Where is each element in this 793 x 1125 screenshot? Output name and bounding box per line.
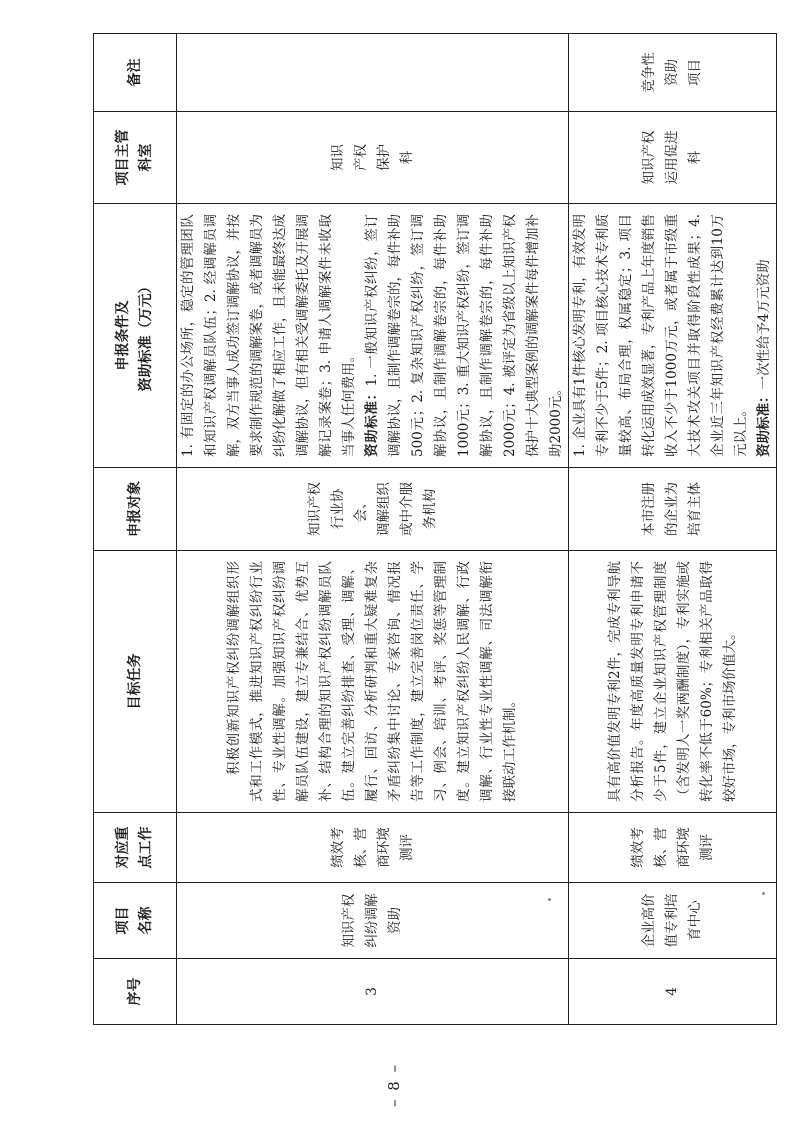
applicant: 知识产权 行业协会、 调解组织 或中介服 务机构 bbox=[177, 468, 569, 551]
project-name: 企业高价 值专利培 育中心 bbox=[569, 883, 777, 959]
table-row bbox=[177, 34, 569, 1025]
row-no: 3 bbox=[177, 959, 569, 1025]
header-conditions: 申报条件及 资助标准（万元） bbox=[94, 204, 177, 468]
header-key-work: 对应重 点工作 bbox=[94, 813, 177, 883]
header-applicant: 申报对象 bbox=[94, 468, 177, 551]
conditions-text: 1. 有固定的办公场所，稳定的管理团队和知识产权调解员队伍；2. 经调解员调解，双方当事人成功签订调解协议，并按要求制作规范的调解案卷，或者调解员为纠纷化解做了相应工作，且未能最终达成调解协议，但有相关受调解委托及开展调解记录案卷；3. 申请人调解案件未收取当事人任何费用。 bbox=[180, 214, 357, 457]
remark bbox=[177, 34, 569, 112]
scan-speck bbox=[548, 898, 551, 901]
key-work: 绩效考 核、营 商环境 测评 bbox=[569, 813, 777, 883]
page-number: – 8 – bbox=[385, 1062, 403, 1107]
standard-value: 1. 一般知识产权纠纷，签订调解协议，且制作调解卷宗的，每件补助500元；2. 复杂知识产权纠纷，签订调解协议，且制作调解卷宗的，每件补助1000元；3. 重大知识产权纠纷，签订调解协议，且制作调解卷宗的，每件补助2000元；4. 被评定为省级以上知识产权保护十大典型案例的调解案件每件增加补助2000元。 bbox=[364, 213, 564, 457]
department: 知识 产权 保护 科 bbox=[177, 112, 569, 204]
remark: 竞争性 资助 项目 bbox=[569, 34, 777, 112]
conditions bbox=[569, 204, 777, 468]
applicant: 本市注册 的企业为 培育主体 bbox=[569, 468, 777, 551]
department: 知识产权 运用促进 科 bbox=[569, 112, 777, 204]
conditions bbox=[177, 204, 569, 468]
row-no: 4 bbox=[569, 959, 777, 1025]
target-task: 积极创新知识产权纠纷调解组织形式和工作模式，推进知识产权纠纷行业性、专业性调解。加强知识产权纠纷调解员队伍建设，建立专兼结合、优势互补、结构合理的知识产权纠纷调解员队伍。建立完善纠纷排查、受理、调解、履行、回访、分析研判和重大疑难复杂矛盾纠纷集中讨论、专家咨询、情况报告等工作制度，建立完善岗位责任、学习、例会、培训、考评、奖惩等管理制度。建立知识产权纠纷人民调解、行政调解、行业性专业性调解、司法调解衔接联动工作机制。 bbox=[177, 551, 569, 813]
standard-text bbox=[361, 214, 568, 457]
scan-speck bbox=[762, 892, 765, 895]
header-remark: 备注 bbox=[94, 34, 177, 112]
header-project-name: 项目 名称 bbox=[94, 883, 177, 959]
standard-label: 资助标准： bbox=[756, 389, 772, 457]
table-header-row bbox=[94, 34, 177, 1025]
standard-label: 资助标准： bbox=[364, 386, 380, 457]
header-target-task: 目标任务 bbox=[94, 551, 177, 813]
funding-table bbox=[93, 33, 777, 1025]
table-row bbox=[569, 34, 777, 1025]
target-task: 具有高价值发明专利2件，完成专利导航分析报告。年度高质量发明专利申请不少于5件，建立企业知识产权管理制度（含发明人一奖两酬制度），专利实施或转化率不低于60%；专利相关产品取得较好市场，专利市场价值大。 bbox=[569, 551, 777, 813]
project-name: 知识产权 纠纷调解 资助 bbox=[177, 883, 569, 959]
conditions-text: 1. 企业具有1件核心发明专利，有效发明专利不少于5件；2. 项目核心技术专利质量较高、布局合理，权属稳定；3. 项目转化运用成效显著，专利产品上年度销售收入不少于1000万元，或者属于市级重大技术攻关项目并取得阶段性成果；4. 企业近三年知识产权经费累计达到10万元以上。 bbox=[572, 214, 749, 457]
standard-text bbox=[753, 214, 776, 457]
key-work: 绩效考 核、营 商环境 测评 bbox=[177, 813, 569, 883]
header-department: 项目主管 科室 bbox=[94, 112, 177, 204]
header-no: 序号 bbox=[94, 959, 177, 1025]
standard-value: 一次性给予4万元资助 bbox=[756, 259, 772, 390]
